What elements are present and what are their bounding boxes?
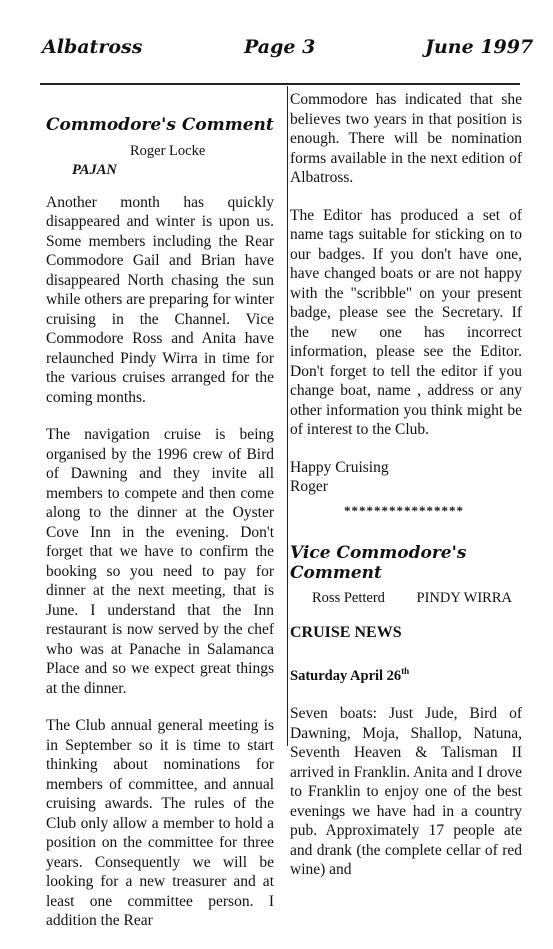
signature: Roger (290, 478, 328, 495)
commodore-author: Roger Locke (130, 142, 206, 159)
issue-date: June 1997 (425, 36, 534, 58)
vice-commodore-author: Ross Petterd (312, 590, 385, 606)
commodore-paragraph-2: The navigation cruise is being organised by the 1996 crew of Bird of Dawning and they invite all members to compete and then come along to the dinner at the Oyster Cove Inn in the evening. Don't forget that we have to confirm the booking so you need to pay for dinner at the next meeting, that is June. I understand that the Inn restaurant is now served by the chef who was at Panache in Salamanca Place and so we expect great things at the dinner. (46, 426, 274, 697)
commodore-paragraph-5: The Editor has produced a set of name tags suitable for sticking on to our badges. If you don't have one, have changed boats or are not happy with the "scribble" on your present badge, please see the Secretary. If the new one has incorrect information, please see the Editor. Don't forget to tell the editor if you change boat, name , address or any other information you think might be of interest to the Club. (290, 206, 522, 438)
right-column (290, 90, 522, 898)
commodore-byline (46, 142, 274, 181)
cruise-paragraph-1: Seven boats: Just Jude, Bird of Dawning, Moja, Shallop, Natuna, Seventh Heaven & Talisman II arrived in Franklin. Anita and I drove to Franklin to enjoy one of the best evenings we have had in a country pub. Approximately 17 people ate and drank (the complete cellar of red wine) and (290, 705, 523, 879)
page-number: Page 3 (244, 36, 316, 58)
cruise-date-suffix: th (401, 666, 410, 676)
section-separator: **************** (344, 502, 464, 518)
cruise-date (290, 662, 522, 686)
vice-commodore-boat: PINDY WIRRA (416, 590, 512, 606)
commodore-paragraph-1: Another month has quickly disappeared and winter is upon us. Some members including the Rear Commodore Gail and Brian have disappeared North chasing the sun while others are preparing for winter cruising in the Channel. Vice Commodore Ross and Anita have relaunched Pindy Wirra in time for the various cruises arranged for the coming months. (46, 193, 274, 406)
vice-commodore-comment-title: Vice Commodore's Comment (290, 543, 467, 583)
cruise-date-text: Saturday April 26 (290, 667, 402, 684)
commodore-comment-title: Commodore's Comment (46, 115, 274, 135)
commodore-paragraph-4: Commodore has indicated that she believes two years in that position is enough. There will be nomination forms available in the next edition of Albatross. (290, 91, 522, 186)
vice-commodore-byline (290, 589, 522, 609)
signoff: Happy Cruising (290, 458, 389, 476)
cruise-news-heading: CRUISE NEWS (290, 623, 402, 641)
publication-name: Albatross (42, 36, 143, 58)
column-divider (287, 86, 288, 746)
left-column (46, 116, 274, 949)
header-rule (40, 83, 520, 85)
commodore-boat: PAJAN (72, 162, 117, 178)
commodore-paragraph-3: The Club annual general meeting is in September so it is time to start thinking about nominations for members of committee, and annual cruising awards. The rules of the Club only allow a member to hold a position on the committee for three years. Consequently we will be looking for a new treasurer and at least one committee person. I addition the Rear (46, 717, 274, 929)
